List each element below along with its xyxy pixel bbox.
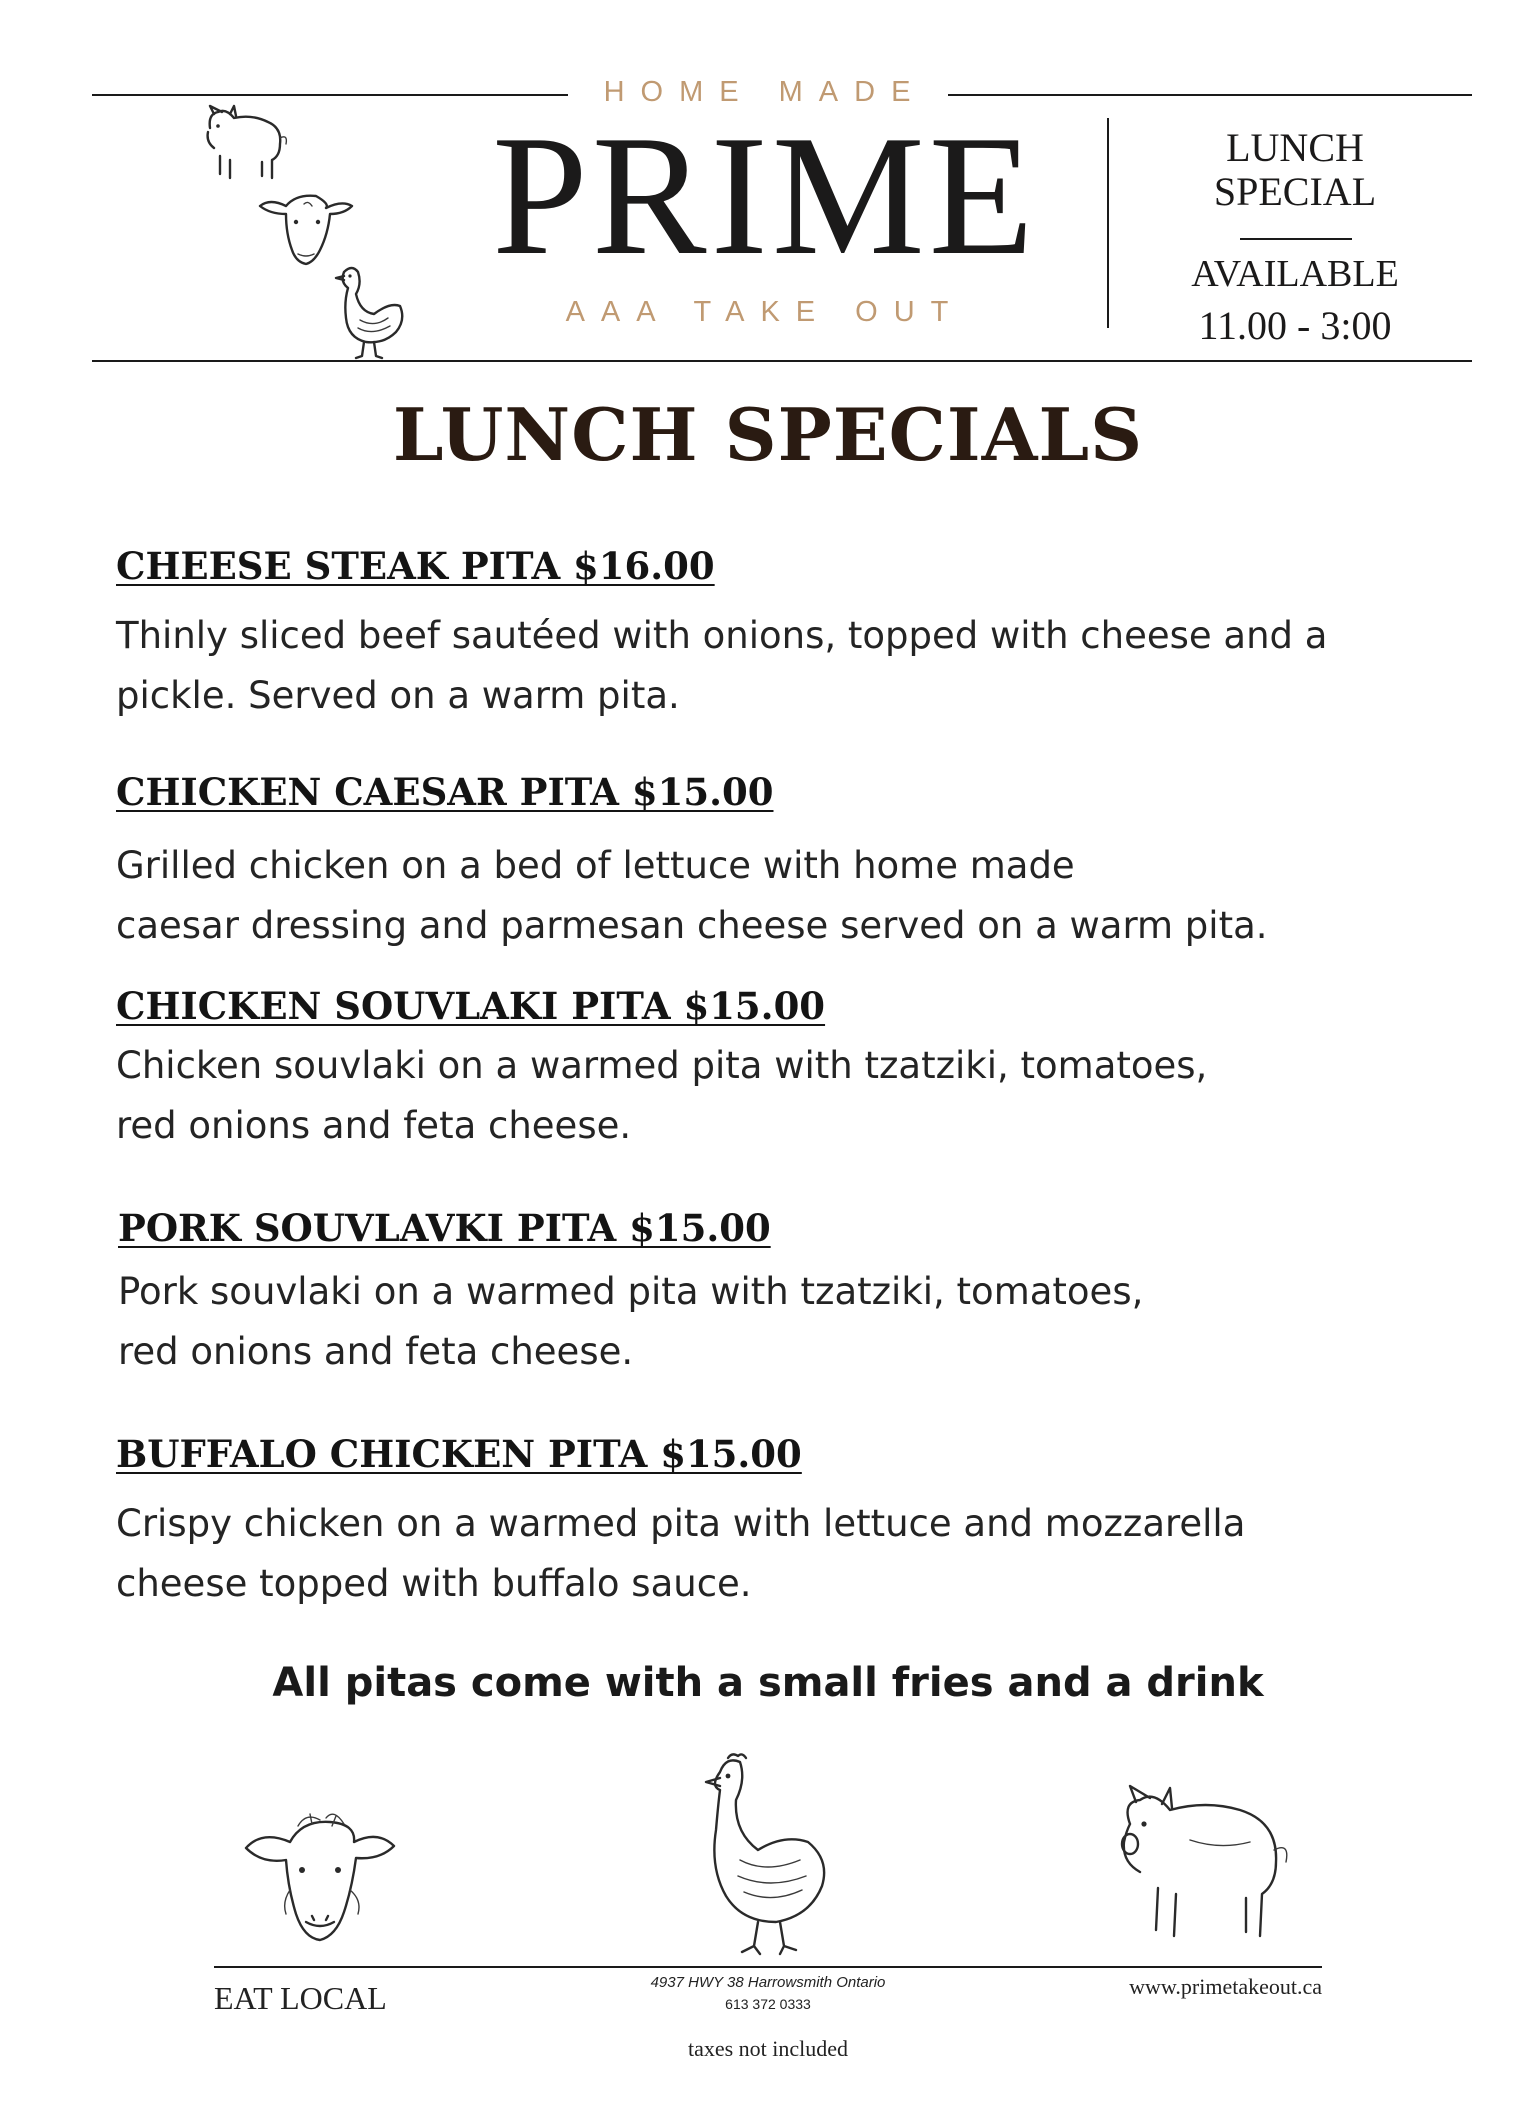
header-vertical-divider <box>1107 118 1109 328</box>
item-desc-pork-souvlaki-line1: Pork souvlaki on a warmed pita with tzatziki, tomatoes, <box>118 1270 1144 1313</box>
pig-icon <box>1110 1780 1300 1950</box>
header-top-rule-left <box>92 94 568 96</box>
header-top-rule-right <box>948 94 1472 96</box>
side-title-line1: LUNCH <box>1226 125 1364 170</box>
cow-icon <box>256 184 356 274</box>
side-hours: 11.00 - 3:00 <box>1198 303 1392 348</box>
tagline-home-made: HOME MADE <box>603 76 927 108</box>
item-desc-buffalo-chicken-line2: cheese topped with buffalo sauce. <box>116 1562 752 1605</box>
chicken-icon <box>330 262 410 362</box>
footer-address: 4937 HWY 38 Harrowsmith Ontario <box>650 1974 886 1991</box>
pig-icon <box>200 104 290 184</box>
item-desc-buffalo-chicken-line1: Crispy chicken on a warmed pita with lettuce and mozzarella <box>116 1502 1246 1545</box>
item-desc-chicken-souvlaki-line2: red onions and feta cheese. <box>116 1104 632 1147</box>
header-bottom-rule <box>92 360 1472 362</box>
footer-eat-local: EAT LOCAL <box>214 1980 387 2016</box>
item-title-chicken-caesar: CHICKEN CAESAR PITA $15.00 <box>116 770 774 814</box>
item-desc-chicken-caesar-line2: caesar dressing and parmesan cheese served on a warm pita. <box>116 904 1268 947</box>
footer-website[interactable]: www.primetakeout.ca <box>1129 1974 1322 1999</box>
item-desc-chicken-caesar-line1: Grilled chicken on a bed of lettuce with home made <box>116 844 1075 887</box>
footer-rule <box>214 1966 1322 1968</box>
item-title-cheese-steak: CHEESE STEAK PITA $16.00 <box>116 544 715 588</box>
footer-phone: 613 372 0333 <box>725 1996 811 2012</box>
tagline-take-out: AAA TAKE OUT <box>565 296 965 328</box>
sides-note: All pitas come with a small fries and a drink <box>272 1660 1264 1706</box>
item-desc-cheese-steak-line1: Thinly sliced beef sautéed with onions, topped with cheese and a <box>116 614 1328 657</box>
page-title: LUNCH SPECIALS <box>392 392 1144 477</box>
item-title-buffalo-chicken: BUFFALO CHICKEN PITA $15.00 <box>116 1432 802 1476</box>
item-desc-pork-souvlaki-line2: red onions and feta cheese. <box>118 1330 634 1373</box>
side-title-line2: SPECIAL <box>1213 169 1377 214</box>
side-available: AVAILABLE <box>1191 253 1399 295</box>
item-desc-cheese-steak-line2: pickle. Served on a warm pita. <box>116 674 680 717</box>
item-desc-chicken-souvlaki-line1: Chicken souvlaki on a warmed pita with tzatziki, tomatoes, <box>116 1044 1208 1087</box>
cow-icon <box>240 1790 400 1950</box>
chicken-icon <box>680 1750 840 1960</box>
footer-taxes-note: taxes not included <box>687 2036 849 2061</box>
item-title-pork-souvlaki: PORK SOUVLAVKI PITA $15.00 <box>118 1206 771 1250</box>
brand-logo-text: PRIME <box>492 101 1038 291</box>
item-title-chicken-souvlaki: CHICKEN SOUVLAKI PITA $15.00 <box>116 984 826 1028</box>
side-small-rule <box>1240 238 1352 240</box>
